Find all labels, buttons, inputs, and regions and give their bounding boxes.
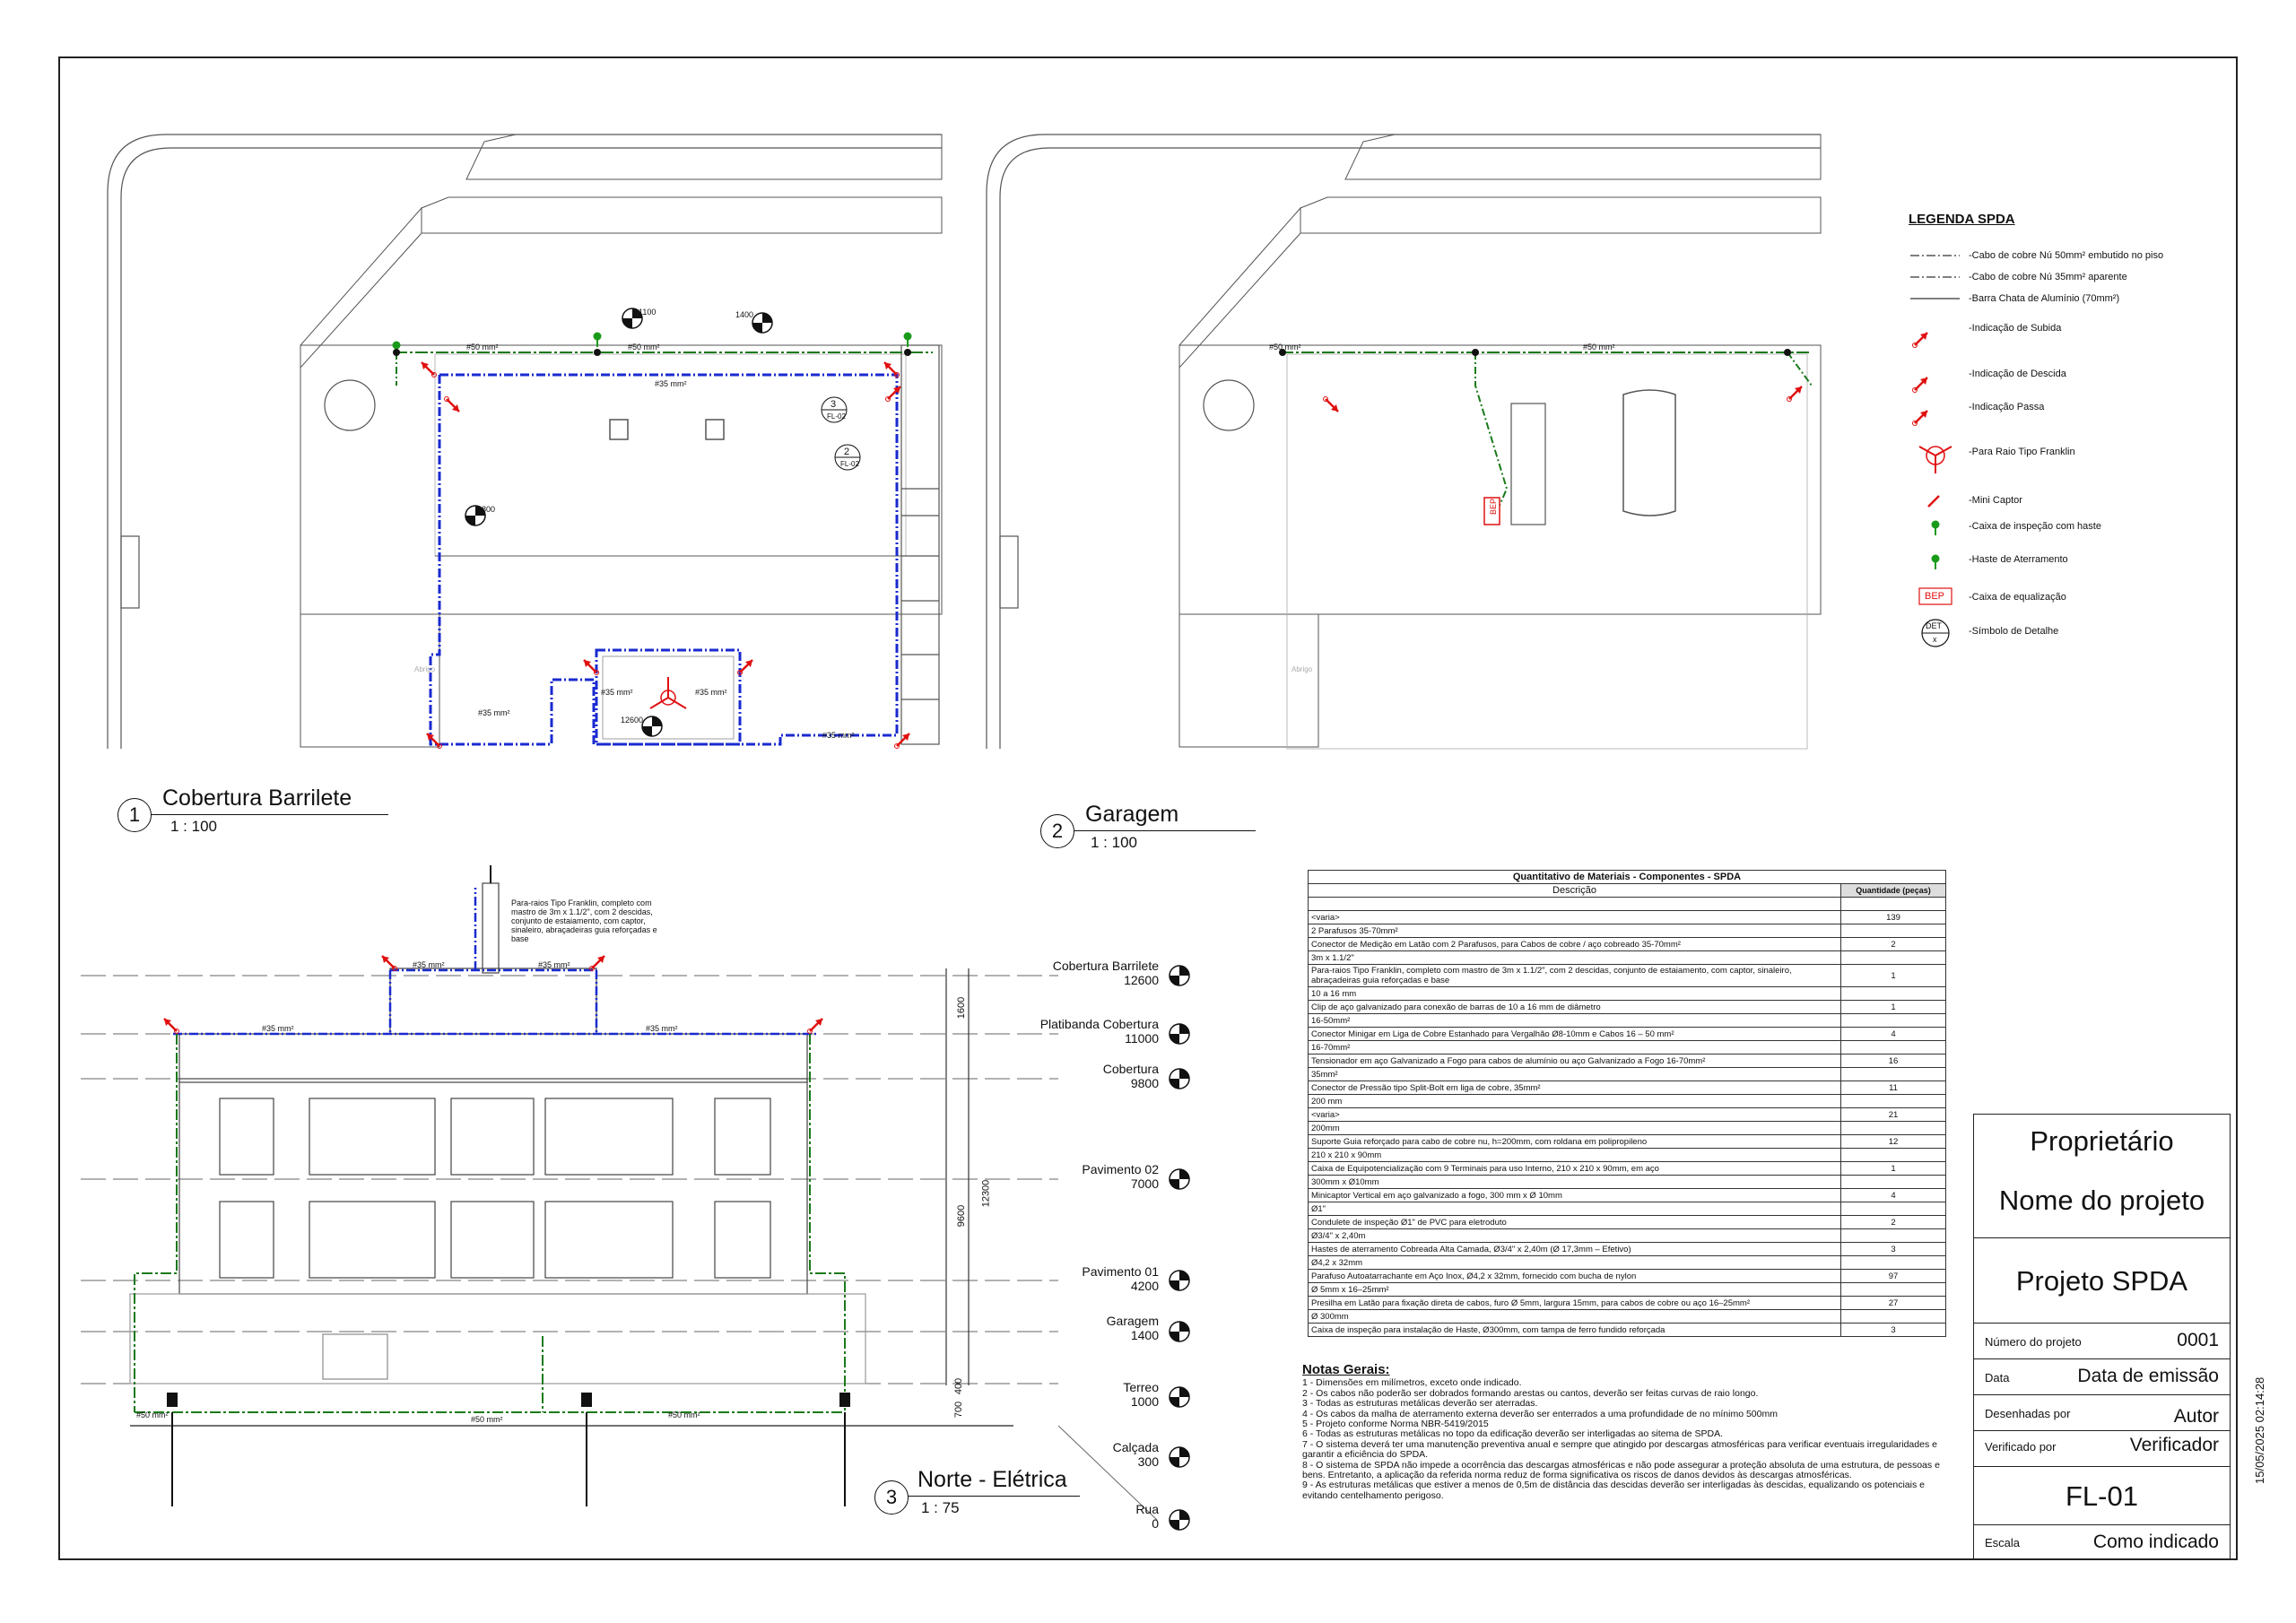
table-row bbox=[1309, 1229, 1946, 1243]
table-row bbox=[1309, 1256, 1946, 1270]
view-title: Norte - Elétrica bbox=[918, 1467, 1067, 1492]
table-cell-description: 200 mm bbox=[1309, 1095, 1841, 1108]
title-block bbox=[1973, 1114, 2231, 1560]
table-cell-description: 16-50mm² bbox=[1309, 1014, 1841, 1028]
note-item: 7 - O sistema deverá ter uma manutenção preventiva anual e sempre que atingido por descargas atmosféricas para verificar eventuais irregularidades e garantir a eficiência do SPDA. bbox=[1302, 1438, 1937, 1461]
note-item: 2 - Os cabos não poderão ser dobrados formando arestas ou cantos, deverão ser feitas curvas de raio longo. bbox=[1302, 1387, 1759, 1399]
table-row bbox=[1309, 1081, 1946, 1095]
cable-label: #50 mm² bbox=[466, 343, 499, 352]
table-cell-quantity: 4 bbox=[1841, 1189, 1946, 1202]
col-header-description: Descrição bbox=[1309, 884, 1841, 898]
table-cell-quantity bbox=[1841, 1014, 1946, 1028]
col-header-quantity: Quantidade (peças) bbox=[1841, 884, 1946, 898]
elevation-cables bbox=[135, 888, 845, 1412]
checked-label: Verificado por bbox=[1985, 1440, 2057, 1454]
view-title-line bbox=[1074, 830, 1256, 831]
table-row bbox=[1309, 1324, 1946, 1337]
level-marker: Pavimento 01 4200 bbox=[1082, 1264, 1159, 1293]
drawn-value: Autor bbox=[2173, 1406, 2219, 1427]
table-cell-quantity bbox=[1841, 1149, 1946, 1162]
cable-label: #50 mm² bbox=[471, 1415, 503, 1424]
level-marker: Cobertura 9800 bbox=[1102, 1062, 1159, 1090]
table-cell-quantity: 3 bbox=[1841, 1243, 1946, 1256]
level-marker: Calçada 300 bbox=[1112, 1440, 1159, 1469]
table-row bbox=[1309, 1189, 1946, 1202]
legend-item: -Indicação Passa bbox=[1969, 402, 2045, 412]
view-number: 2 bbox=[1040, 814, 1074, 848]
legend-title: LEGENDA SPDA bbox=[1909, 212, 2015, 227]
table-cell-quantity: 97 bbox=[1841, 1270, 1946, 1283]
table-cell-description: Minicaptor Vertical em aço galvanizado a fogo, 300 mm x Ø 10mm bbox=[1309, 1189, 1841, 1202]
cable-label: #35 mm² bbox=[538, 960, 570, 969]
dim-label: 1100 bbox=[639, 308, 657, 317]
note-item: 1 - Dimensões em milímetros, exceto onde indicado. bbox=[1302, 1377, 1522, 1389]
cable-label: #35 mm² bbox=[478, 708, 510, 717]
note-item: 9 - As estruturas metálicas que estiver a menos de 0,5m de distância das descidas deverão ser interligadas às descidas, equalizando os potenciais e evitando centelhamento perigoso. bbox=[1302, 1480, 1925, 1501]
dim-label: 700 bbox=[953, 1401, 965, 1419]
owner: Proprietário bbox=[2030, 1125, 2174, 1157]
plan2-cables bbox=[1281, 352, 1812, 520]
materials-table bbox=[1308, 870, 1946, 1337]
table-row bbox=[1309, 938, 1946, 951]
scale-value: Como indicado bbox=[2092, 1532, 2219, 1552]
legend-item: -Indicação de Subida bbox=[1969, 323, 2062, 334]
project-title: Projeto SPDA bbox=[1974, 1238, 2230, 1324]
table-cell-quantity bbox=[1841, 1095, 1946, 1108]
table-cell-quantity bbox=[1841, 951, 1946, 965]
project-name: Nome do projeto bbox=[1998, 1185, 2205, 1216]
legend-item: -Símbolo de Detalhe bbox=[1969, 626, 2059, 637]
cable-label: #50 mm² bbox=[668, 1410, 700, 1419]
table-cell-description: <varia> bbox=[1309, 911, 1841, 924]
table-row bbox=[1309, 898, 1946, 911]
view-title-line bbox=[908, 1496, 1080, 1497]
table-cell-quantity bbox=[1841, 898, 1946, 911]
table-row bbox=[1309, 1068, 1946, 1081]
table-row bbox=[1309, 1122, 1946, 1135]
scale-label: Escala bbox=[1985, 1536, 2021, 1549]
bep-symbol-label: BEP bbox=[1925, 591, 1945, 602]
legend-item: -Indicação de Descida bbox=[1969, 369, 2066, 379]
cable-label: #35 mm² bbox=[822, 731, 855, 740]
note-item: 4 - Os cabos da malha de aterramento externa deverão ser enterrados a uma profundidade de no mínimo 500mm bbox=[1302, 1408, 1778, 1419]
dim-label: 12600 bbox=[621, 716, 644, 725]
legend-item: -Cabo de cobre Nú 50mm² embutido no piso bbox=[1969, 250, 2164, 261]
table-cell-description: Caixa de inspeção para instalação de Haste, Ø300mm, com tampa de ferro fundido reforçada bbox=[1309, 1324, 1841, 1337]
scale-row bbox=[1974, 1525, 2230, 1559]
table-cell-description: Condulete de inspeção Ø1" de PVC para eletroduto bbox=[1309, 1216, 1841, 1229]
table-cell-quantity bbox=[1841, 987, 1946, 1001]
table-row bbox=[1309, 1202, 1946, 1216]
det-symbol-label: DET bbox=[1926, 621, 1942, 630]
notes-list bbox=[1302, 1378, 1948, 1501]
table-cell-quantity bbox=[1841, 1229, 1946, 1243]
view-scale: 1 : 100 bbox=[1091, 834, 1137, 851]
note-item: 6 - Todas as estruturas metálicas no topo da edificação deverão ser interligadas ao sitema de SPDA. bbox=[1302, 1428, 1724, 1440]
date-value: Data de emissão bbox=[2077, 1366, 2219, 1386]
note-item: 8 - O sistema de SPDA não impede a ocorrência das descargas atmosféricas e não pode assegurar a proteção absoluta de uma estrutura, de pessoas e bens. Entretanto, a aplicação da referida norma reduz de forma significativa os riscos de danos devidos às descargas atmosféricas. bbox=[1302, 1459, 1940, 1481]
view-number: 3 bbox=[874, 1480, 909, 1515]
table-row bbox=[1309, 1297, 1946, 1310]
level-marker: Rua 0 bbox=[1135, 1502, 1159, 1531]
level-marker: Garagem 1400 bbox=[1106, 1314, 1159, 1342]
table-cell-description bbox=[1309, 898, 1841, 911]
table-cell-quantity bbox=[1841, 1256, 1946, 1270]
table-row bbox=[1309, 987, 1946, 1001]
table-cell-description: 35mm² bbox=[1309, 1068, 1841, 1081]
franklin-note: Para-raios Tipo Franklin, completo com mastro de 3m x 1.1/2", com 2 descidas, conjunto de estaiamento, com captor, sinaleiro, abraçadeiras guia reforçadas e base bbox=[511, 898, 657, 943]
det-symbol-sub: x bbox=[1933, 635, 1937, 644]
drawn-row bbox=[1974, 1395, 2230, 1431]
table-cell-quantity: 139 bbox=[1841, 911, 1946, 924]
table-cell-description: Ø3/4" x 2,40m bbox=[1309, 1229, 1841, 1243]
table-cell-description: 200mm bbox=[1309, 1122, 1841, 1135]
table-cell-quantity bbox=[1841, 924, 1946, 938]
level-marker: Terreo 1000 bbox=[1123, 1380, 1159, 1409]
table-cell-quantity bbox=[1841, 1176, 1946, 1189]
checked-value: Verificador bbox=[2129, 1435, 2219, 1455]
table-cell-description: <varia> bbox=[1309, 1108, 1841, 1122]
table-row bbox=[1309, 1162, 1946, 1176]
table-cell-description: Ø 300mm bbox=[1309, 1310, 1841, 1324]
table-row bbox=[1309, 1028, 1946, 1041]
level-marker: Pavimento 02 7000 bbox=[1082, 1162, 1159, 1191]
cable-label: #35 mm² bbox=[601, 688, 633, 697]
table-row bbox=[1309, 1149, 1946, 1162]
table-row bbox=[1309, 1055, 1946, 1068]
table-cell-quantity bbox=[1841, 1068, 1946, 1081]
table-row bbox=[1309, 1108, 1946, 1122]
table-row bbox=[1309, 1283, 1946, 1297]
table-cell-quantity: 1 bbox=[1841, 965, 1946, 987]
legend-symbols bbox=[1910, 256, 1960, 647]
table-cell-description: Conector de Medição em Latão com 2 Parafusos, para Cabos de cobre / aço cobreado 35-70mm² bbox=[1309, 938, 1841, 951]
table-cell-description: 3m x 1.1/2" bbox=[1309, 951, 1841, 965]
table-row bbox=[1309, 1014, 1946, 1028]
table-cell-quantity: 12 bbox=[1841, 1135, 1946, 1149]
table-cell-description: Conector de Pressão tipo Split-Bolt em liga de cobre, 35mm² bbox=[1309, 1081, 1841, 1095]
note-item: 5 - Projeto conforme Norma NBR-5419/2015 bbox=[1302, 1419, 1489, 1430]
dim-label: 12300 bbox=[980, 1179, 992, 1208]
table-row bbox=[1309, 1041, 1946, 1055]
level-marker: Cobertura Barrilete 12600 bbox=[1052, 959, 1159, 987]
table-cell-quantity: 16 bbox=[1841, 1055, 1946, 1068]
table-cell-description: Hastes de aterramento Cobreada Alta Camada, Ø3/4" x 2,40m (Ø 17,3mm – Efetivo) bbox=[1309, 1243, 1841, 1256]
plan-cobertura-barrilete bbox=[108, 135, 942, 749]
view-scale: 1 : 75 bbox=[921, 1499, 960, 1516]
legend-item: -Para Raio Tipo Franklin bbox=[1969, 447, 2075, 457]
table-cell-description: Ø1" bbox=[1309, 1202, 1841, 1216]
dim-label: 9800 bbox=[477, 505, 496, 514]
room-label: Abrigo bbox=[1292, 665, 1313, 673]
print-timestamp: 15/05/2025 02:14:28 bbox=[2253, 1376, 2266, 1484]
table-cell-quantity bbox=[1841, 1041, 1946, 1055]
legend-item: -Caixa de inspeção com haste bbox=[1969, 521, 2101, 532]
general-notes bbox=[1302, 1362, 1948, 1501]
detail-tag: 2 bbox=[844, 447, 850, 457]
legend-item: -Cabo de cobre Nú 35mm² aparente bbox=[1969, 272, 2127, 282]
table-cell-description: Parafuso Autoatarrachante em Aço Inox, Ø4,2 x 32mm, fornecido com bucha de nylon bbox=[1309, 1270, 1841, 1283]
table-cell-description: Clip de aço galvanizado para conexão de barras de 10 a 16 mm de diâmetro bbox=[1309, 1001, 1841, 1014]
notes-title: Notas Gerais: bbox=[1302, 1362, 1390, 1377]
table-cell-quantity: 27 bbox=[1841, 1297, 1946, 1310]
table-cell-quantity: 11 bbox=[1841, 1081, 1946, 1095]
table-cell-description: Para-raios Tipo Franklin, completo com mastro de 3m x 1.1/2", com 2 descidas, conjunto de estaiamento, com captor, sinaleiro, abraçadeiras guia reforçadas e base bbox=[1309, 965, 1841, 987]
table-cell-description: 210 x 210 x 90mm bbox=[1309, 1149, 1841, 1162]
detail-tag-sheet: FL-02 bbox=[827, 412, 846, 421]
table-row bbox=[1309, 924, 1946, 938]
table-row bbox=[1309, 951, 1946, 965]
legend-item: -Caixa de equalização bbox=[1969, 592, 2066, 603]
sheet-number: FL-01 bbox=[1974, 1467, 2230, 1525]
legend-item: -Haste de Aterramento bbox=[1969, 554, 2068, 565]
table-row bbox=[1309, 1270, 1946, 1283]
table-cell-description: 16-70mm² bbox=[1309, 1041, 1841, 1055]
table-row bbox=[1309, 1176, 1946, 1189]
table-title: Quantitativo de Materiais - Componentes - SPDA bbox=[1309, 871, 1946, 884]
table-cell-description: 2 Parafusos 35-70mm² bbox=[1309, 924, 1841, 938]
table-body bbox=[1309, 898, 1946, 1337]
plan1-cables bbox=[395, 352, 933, 744]
drawn-label: Desenhadas por bbox=[1985, 1407, 2071, 1420]
cable-label: #50 mm² bbox=[1269, 343, 1301, 352]
room-label: Abrigo bbox=[414, 665, 436, 673]
table-cell-description: 10 a 16 mm bbox=[1309, 987, 1841, 1001]
level-marker: Platibanda Cobertura 11000 bbox=[1039, 1017, 1159, 1046]
table-cell-quantity bbox=[1841, 1283, 1946, 1297]
table-cell-quantity bbox=[1841, 1202, 1946, 1216]
project-number: 0001 bbox=[2177, 1330, 2219, 1350]
view-scale: 1 : 100 bbox=[170, 818, 217, 835]
table-cell-description: Caixa de Equipotencialização com 9 Terminais para uso Interno, 210 x 210 x 90mm, em aço bbox=[1309, 1162, 1841, 1176]
project-number-label: Número do projeto bbox=[1985, 1335, 2082, 1349]
detail-tag: 3 bbox=[831, 399, 837, 410]
table-row bbox=[1309, 1135, 1946, 1149]
table-row bbox=[1309, 1216, 1946, 1229]
title-block-header bbox=[1974, 1115, 2230, 1238]
cable-label: #35 mm² bbox=[655, 379, 687, 388]
table-cell-description: Suporte Guia reforçado para cabo de cobre nu, h=200mm, com roldana em polipropileno bbox=[1309, 1135, 1841, 1149]
cable-label: #50 mm² bbox=[628, 343, 660, 352]
plan-garagem bbox=[987, 135, 1821, 749]
view-title: Cobertura Barrilete bbox=[162, 785, 352, 811]
table-row bbox=[1309, 911, 1946, 924]
table-cell-description: Tensionador em aço Galvanizado a Fogo para cabos de alumínio ou aço Galvanizado a Fogo 16-70mm² bbox=[1309, 1055, 1841, 1068]
cable-label: #35 mm² bbox=[646, 1024, 678, 1033]
date-row bbox=[1974, 1359, 2230, 1395]
date-label: Data bbox=[1985, 1371, 2010, 1384]
table-row bbox=[1309, 1001, 1946, 1014]
view-title: Garagem bbox=[1085, 802, 1179, 827]
project-number-row bbox=[1974, 1324, 2230, 1359]
table-row bbox=[1309, 1310, 1946, 1324]
table-cell-quantity: 4 bbox=[1841, 1028, 1946, 1041]
legend-item: -Mini Captor bbox=[1969, 495, 2022, 506]
view-number: 1 bbox=[117, 798, 152, 832]
view-title-line bbox=[151, 814, 388, 815]
table-cell-description: Presilha em Latão para fixação direta de cabos, furo Ø 5mm, largura 15mm, para cabos de cobre ou aço 16–25mm² bbox=[1309, 1297, 1841, 1310]
dim-label: 1400 bbox=[735, 310, 754, 319]
detail-tag-sheet: FL-02 bbox=[840, 460, 859, 468]
table-row bbox=[1309, 965, 1946, 987]
cable-label: #35 mm² bbox=[695, 688, 727, 697]
elevation-norte bbox=[81, 865, 1058, 1426]
table-cell-description: Ø4,2 x 32mm bbox=[1309, 1256, 1841, 1270]
table-cell-quantity bbox=[1841, 1122, 1946, 1135]
note-item: 3 - Todas as estruturas metálicas deverão ser aterradas. bbox=[1302, 1398, 1538, 1410]
table-row bbox=[1309, 1095, 1946, 1108]
checked-row bbox=[1974, 1431, 2230, 1467]
cable-label: #50 mm² bbox=[1583, 343, 1615, 352]
table-cell-description: 300mm x Ø10mm bbox=[1309, 1176, 1841, 1189]
cable-label: #35 mm² bbox=[413, 960, 445, 969]
table-cell-quantity: 1 bbox=[1841, 1001, 1946, 1014]
table-cell-description: Ø 5mm x 16–25mm² bbox=[1309, 1283, 1841, 1297]
table-cell-quantity: 2 bbox=[1841, 1216, 1946, 1229]
cable-label: #50 mm² bbox=[136, 1410, 169, 1419]
table-row bbox=[1309, 1243, 1946, 1256]
table-cell-quantity bbox=[1841, 1310, 1946, 1324]
bep-box-label: BEP bbox=[1489, 498, 1499, 516]
dim-label: 400 bbox=[953, 1377, 965, 1395]
table-cell-quantity: 1 bbox=[1841, 1162, 1946, 1176]
table-cell-quantity: 2 bbox=[1841, 938, 1946, 951]
legend-item: -Barra Chata de Alumínio (70mm²) bbox=[1969, 293, 2120, 304]
dim-label: 9600 bbox=[956, 1204, 968, 1228]
cable-label: #35 mm² bbox=[262, 1024, 294, 1033]
dim-label: 1600 bbox=[956, 996, 968, 1020]
table-cell-description: Conector Minigar em Liga de Cobre Estanhado para Vergalhão Ø8-10mm e Cabos 16 – 50 mm² bbox=[1309, 1028, 1841, 1041]
table-cell-quantity: 21 bbox=[1841, 1108, 1946, 1122]
plan2-symbols bbox=[1279, 349, 1802, 525]
table-cell-quantity: 3 bbox=[1841, 1324, 1946, 1337]
